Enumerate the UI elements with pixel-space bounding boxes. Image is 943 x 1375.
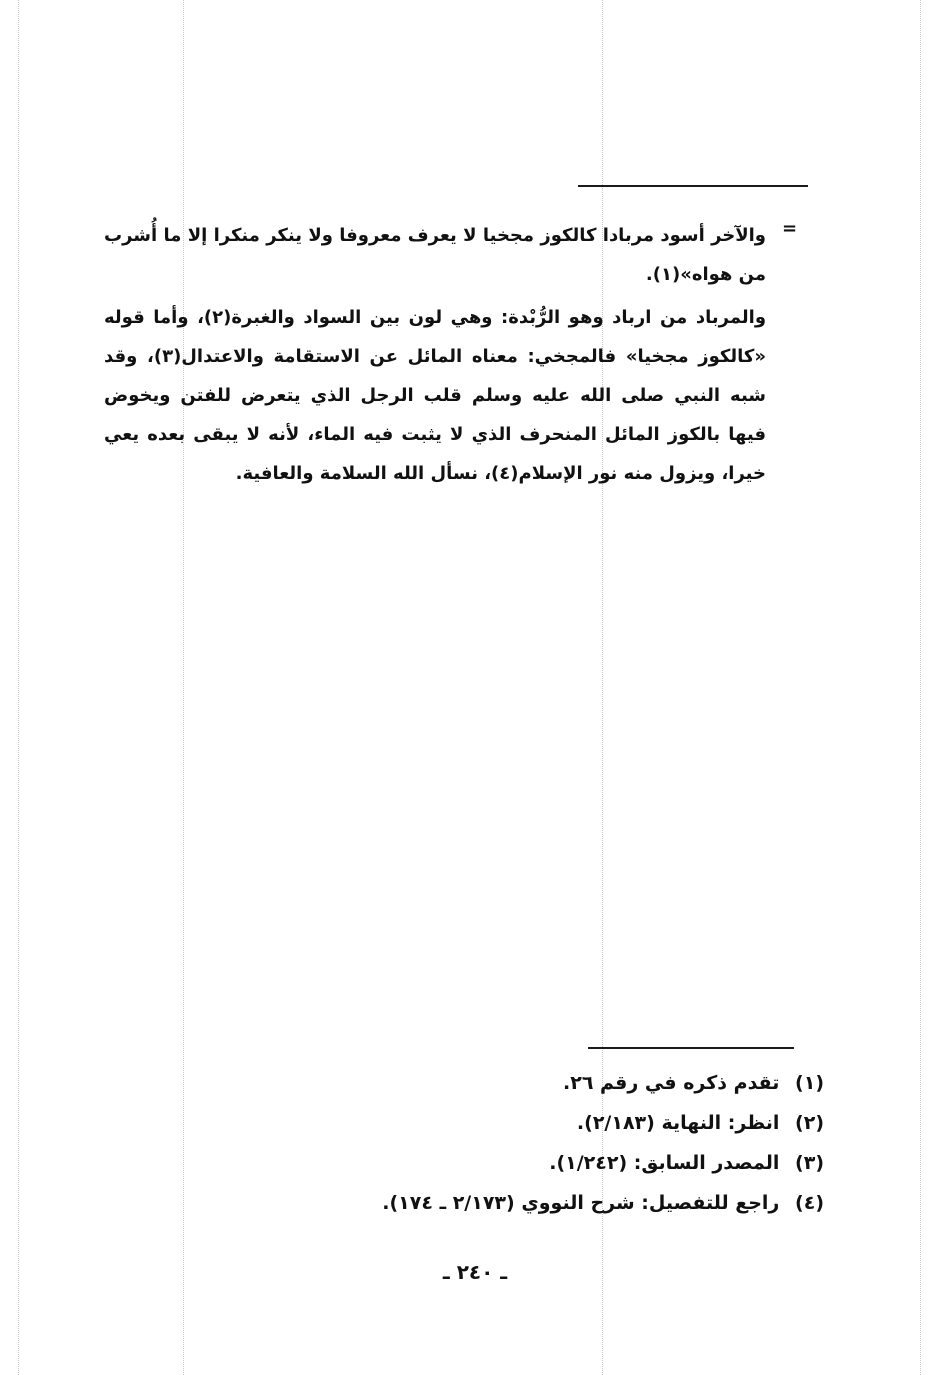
- scan-dot-column: [183, 0, 184, 1375]
- footnote-item: [300, 1183, 824, 1223]
- scan-dot-column: [18, 0, 19, 1375]
- footnote-number: (١): [795, 1072, 824, 1094]
- header-rule: [578, 185, 808, 187]
- main-text: [104, 216, 794, 493]
- footnote-item: [300, 1143, 824, 1183]
- footnote-item: [300, 1063, 824, 1103]
- footnote-item: [300, 1103, 824, 1143]
- page-number: ـ ٢٤٠ ـ: [442, 1260, 508, 1284]
- scan-dot-column: [920, 0, 921, 1375]
- continuation-mark: =: [782, 218, 798, 239]
- footnote-separator: [588, 1047, 794, 1049]
- footnote-number: (٢): [795, 1112, 824, 1134]
- footnotes: [300, 1063, 824, 1223]
- paragraph-explanation: والمرباد من ارباد وهو الرُّبْدة: وهي لون بين السواد والغبرة(٢)، وأما قوله «كالكوز مجخيا» فالمجخي: معناه المائل عن الاستقامة والاعتدال(٣)، وقد شبه النبي صلى الله عليه وسلم قلب الرجل الذي يتعرض للفتن ويخوض فيها بالكوز المائل المنحرف الذي لا يثبت فيه الماء، لأنه لا يبقى بعده يعي خيرا، ويزول منه نور الإسلام(٤)، نسأل الله السلامة والعافية.: [104, 307, 767, 484]
- footnote-text: راجع للتفصيل: شرح النووي (٢/١٧٣ ـ ١٧٤).: [382, 1192, 780, 1214]
- footnote-number: (٣): [795, 1152, 824, 1174]
- footnote-text: المصدر السابق: (١/٢٤٢).: [549, 1152, 780, 1174]
- footnote-text: تقدم ذكره في رقم ٢٦.: [563, 1072, 780, 1094]
- paragraph-quote-end: والآخر أسود مربادا كالكوز مجخيا لا يعرف معروفا ولا ينكر منكرا إلا ما أُشرب من هواه»(١).: [104, 225, 766, 285]
- footnote-text: انظر: النهاية (٢/١٨٣).: [576, 1112, 780, 1134]
- footnote-number: (٤): [795, 1192, 824, 1214]
